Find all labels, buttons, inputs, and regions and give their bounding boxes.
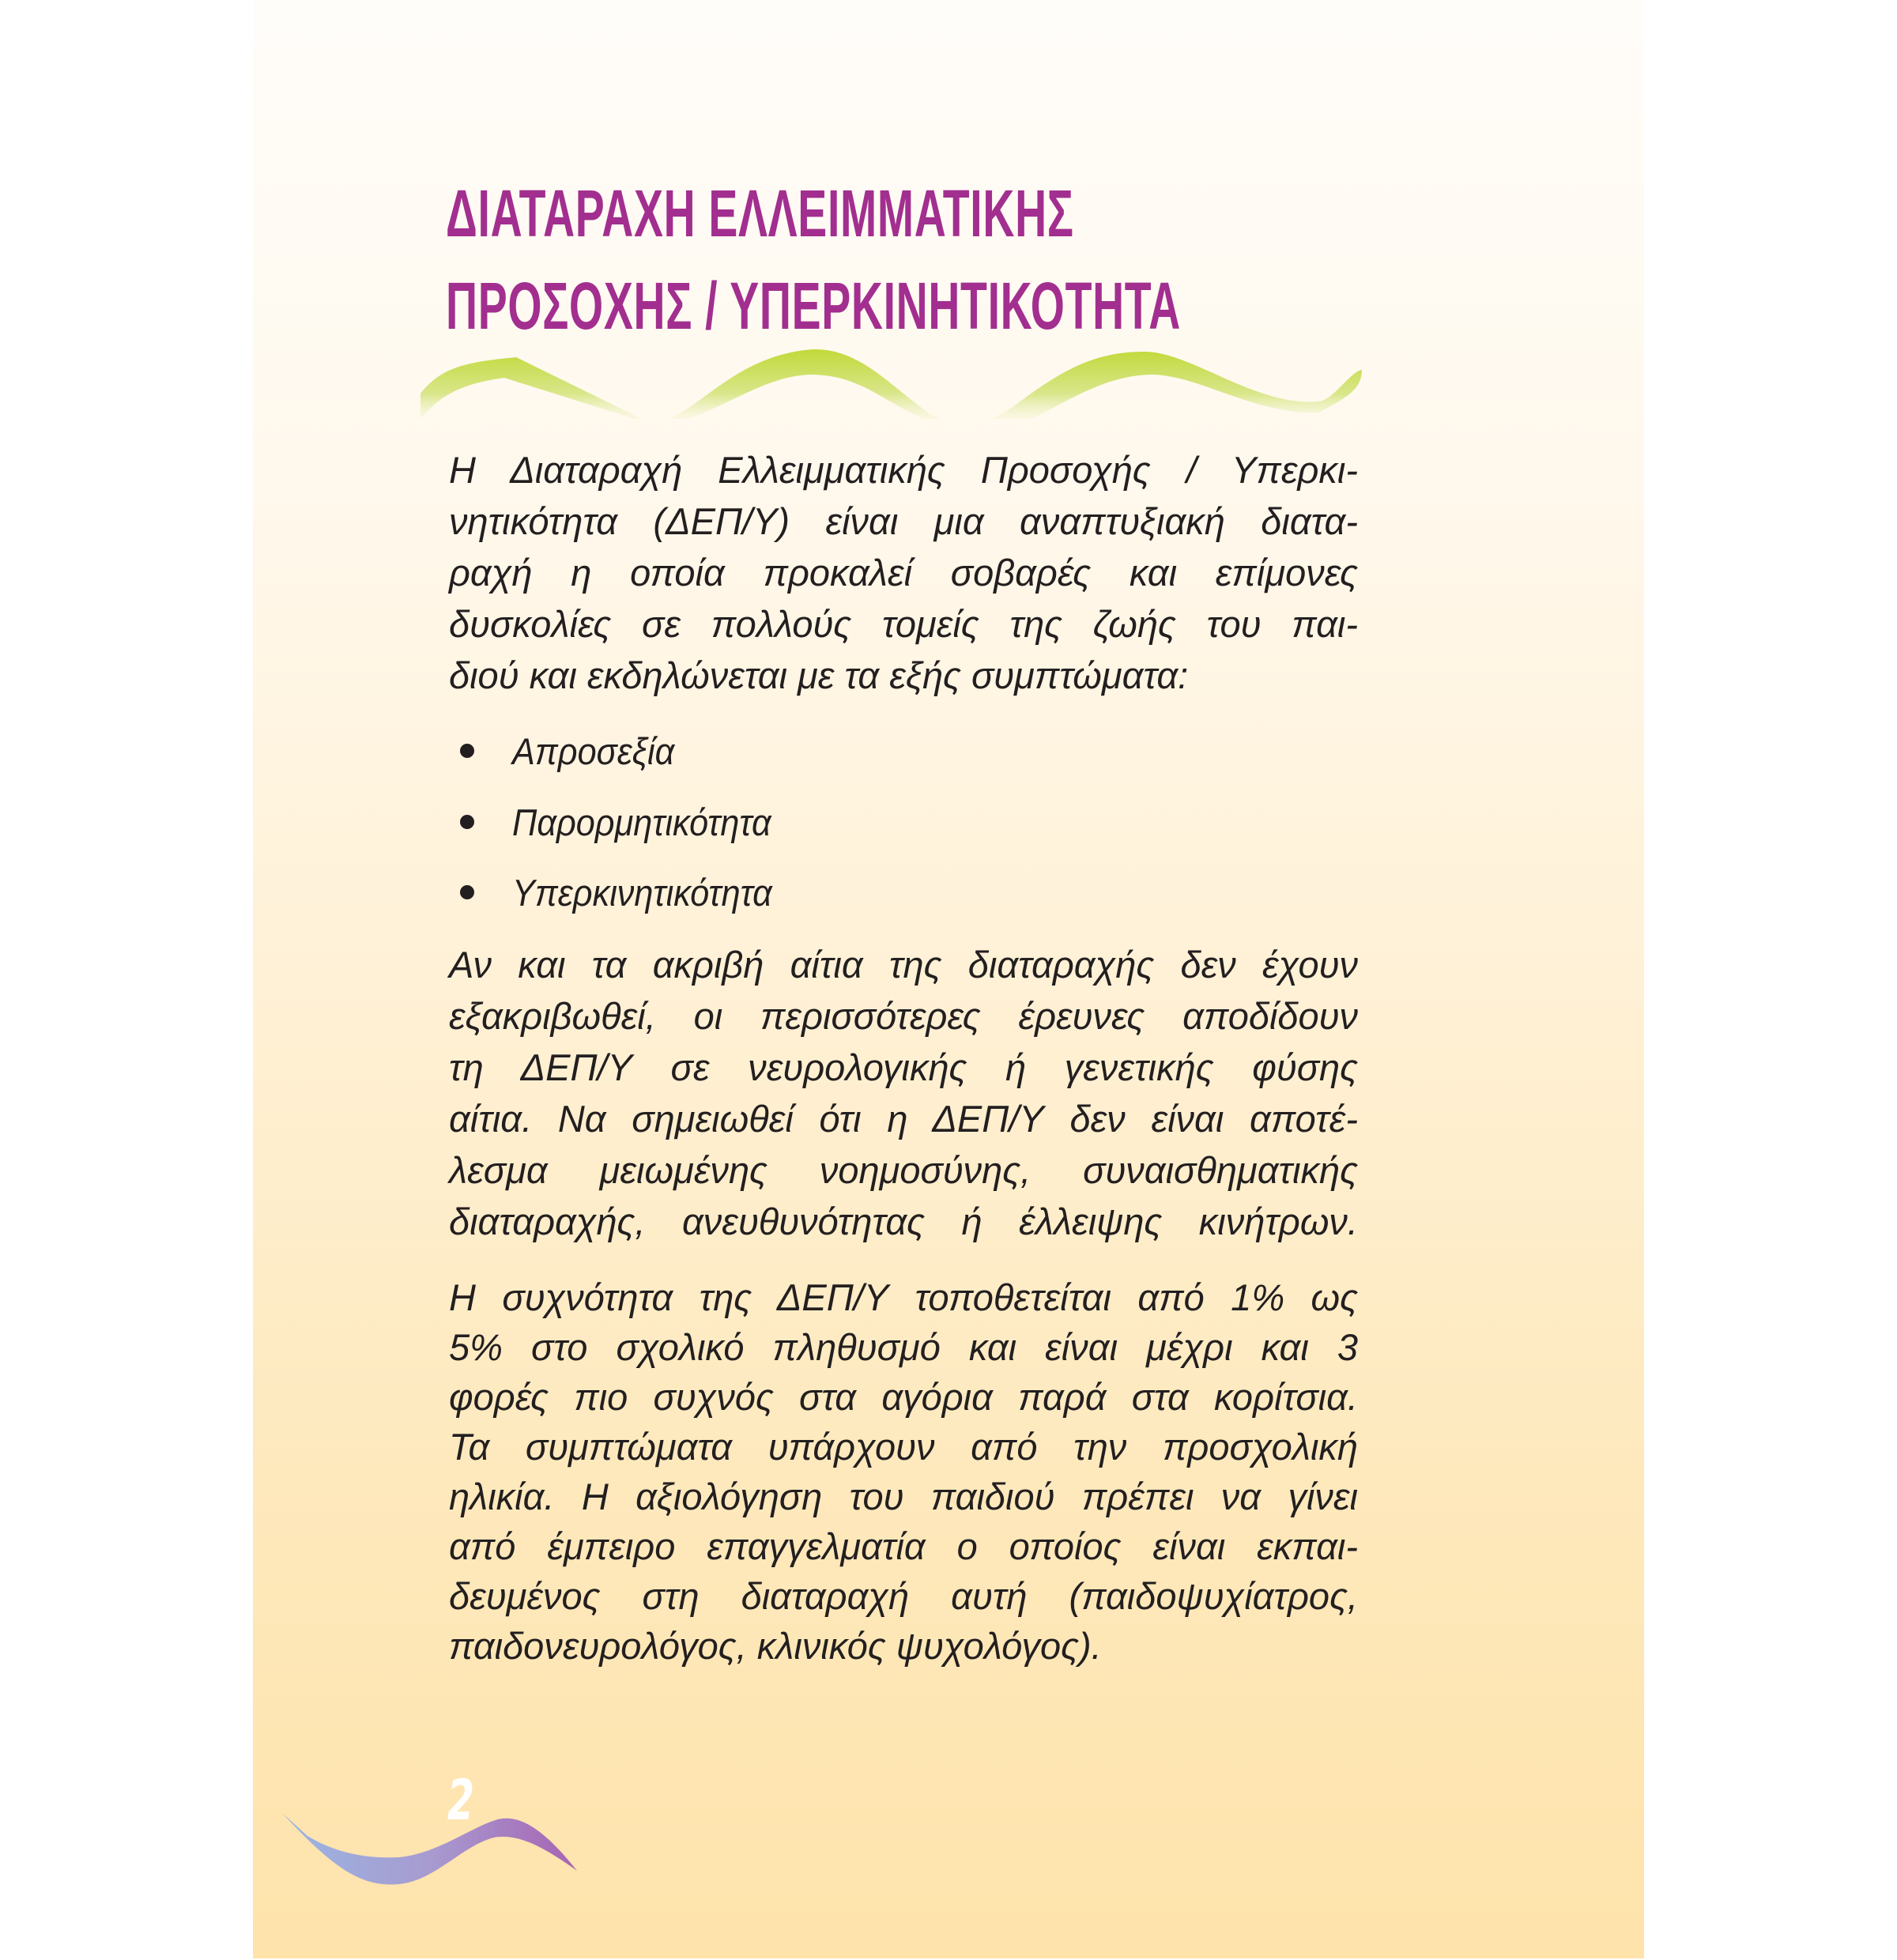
- prevalence-paragraph: [449, 1272, 1358, 1671]
- intro-line: ραχή η οποία προκαλεί σοβαρές και επίμονες: [449, 552, 1358, 594]
- page-title-line-1: ΔΙΑΤΑΡΑΧΗ ΕΛΛΕΙΜΜΑΤΙΚΗΣ: [446, 176, 1074, 251]
- title-wave-shape: [421, 349, 1362, 419]
- bullet-icon: [460, 885, 474, 899]
- prevalence-line: Τα συμπτώματα υπάρχουν από την προσχολική: [449, 1426, 1358, 1468]
- prevalence-line: από έμπειρο επαγγελματία ο οποίος είναι εκπαι-: [449, 1525, 1358, 1567]
- intro-line: νητικότητα (ΔΕΠ/Υ) είναι μια αναπτυξιακή διατα-: [449, 500, 1358, 542]
- footer-wave-decoration: [281, 1810, 581, 1897]
- bullet-icon: [460, 744, 474, 758]
- symptom-label: Παρορμητικότητα: [512, 801, 771, 843]
- symptoms-list: [449, 726, 1358, 939]
- prevalence-line: δευμένος στη διαταραχή αυτή (παιδοψυχίατρος,: [449, 1575, 1358, 1617]
- bullet-icon: [460, 815, 474, 829]
- causes-line: εξακριβωθεί, οι περισσότερες έρευνες αποδίδουν: [449, 995, 1358, 1037]
- prevalence-line: Η συχνότητα της ΔΕΠ/Υ τοποθετείται από 1% ως: [449, 1276, 1358, 1318]
- causes-line: αίτια. Να σημειωθεί ότι η ΔΕΠ/Υ δεν είναι αποτέ-: [449, 1098, 1358, 1140]
- intro-line: δυσκολίες σε πολλούς τομείς της ζωής του παι-: [449, 603, 1358, 645]
- symptom-label: Υπερκινητικότητα: [512, 872, 772, 914]
- symptom-label: Απροσεξία: [512, 730, 675, 772]
- causes-line: διαταραχής, ανευθυνότητας ή έλλειψης κινήτρων.: [449, 1200, 1358, 1242]
- prevalence-line: 5% στο σχολικό πληθυσμό και είναι μέχρι και 3: [449, 1326, 1358, 1368]
- page-number: 2: [447, 1768, 475, 1833]
- intro-paragraph: [449, 444, 1358, 701]
- prevalence-line: ηλικία. Η αξιολόγηση του παιδιού πρέπει να γίνει: [449, 1476, 1358, 1517]
- prevalence-line: παιδονευρολόγος, κλινικός ψυχολόγος).: [449, 1625, 1102, 1667]
- causes-line: Αν και τα ακριβή αίτια της διαταραχής δεν έχουν: [449, 944, 1358, 986]
- intro-line: Η Διαταραχή Ελλειμματικής Προσοχής / Υπερκι-: [449, 449, 1358, 491]
- causes-line: λεσμα μειωμένης νοημοσύνης, συναισθηματικής: [449, 1149, 1358, 1191]
- footer-wave-shape: [282, 1813, 577, 1884]
- page-title-line-2: ΠΡΟΣΟΧΗΣ / ΥΠΕΡΚΙΝΗΤΙΚΟΤΗΤΑ: [446, 269, 1181, 343]
- causes-paragraph: [449, 939, 1358, 1247]
- intro-line: διού και εκδηλώνεται με τα εξής συμπτώματα:: [449, 654, 1189, 696]
- causes-line: τη ΔΕΠ/Υ σε νευρολογικής ή γενετικής φύσης: [449, 1046, 1358, 1088]
- title-wave-decoration: [417, 340, 1366, 419]
- prevalence-line: φορές πιο συχνός στα αγόρια παρά στα κορίτσια.: [449, 1376, 1358, 1418]
